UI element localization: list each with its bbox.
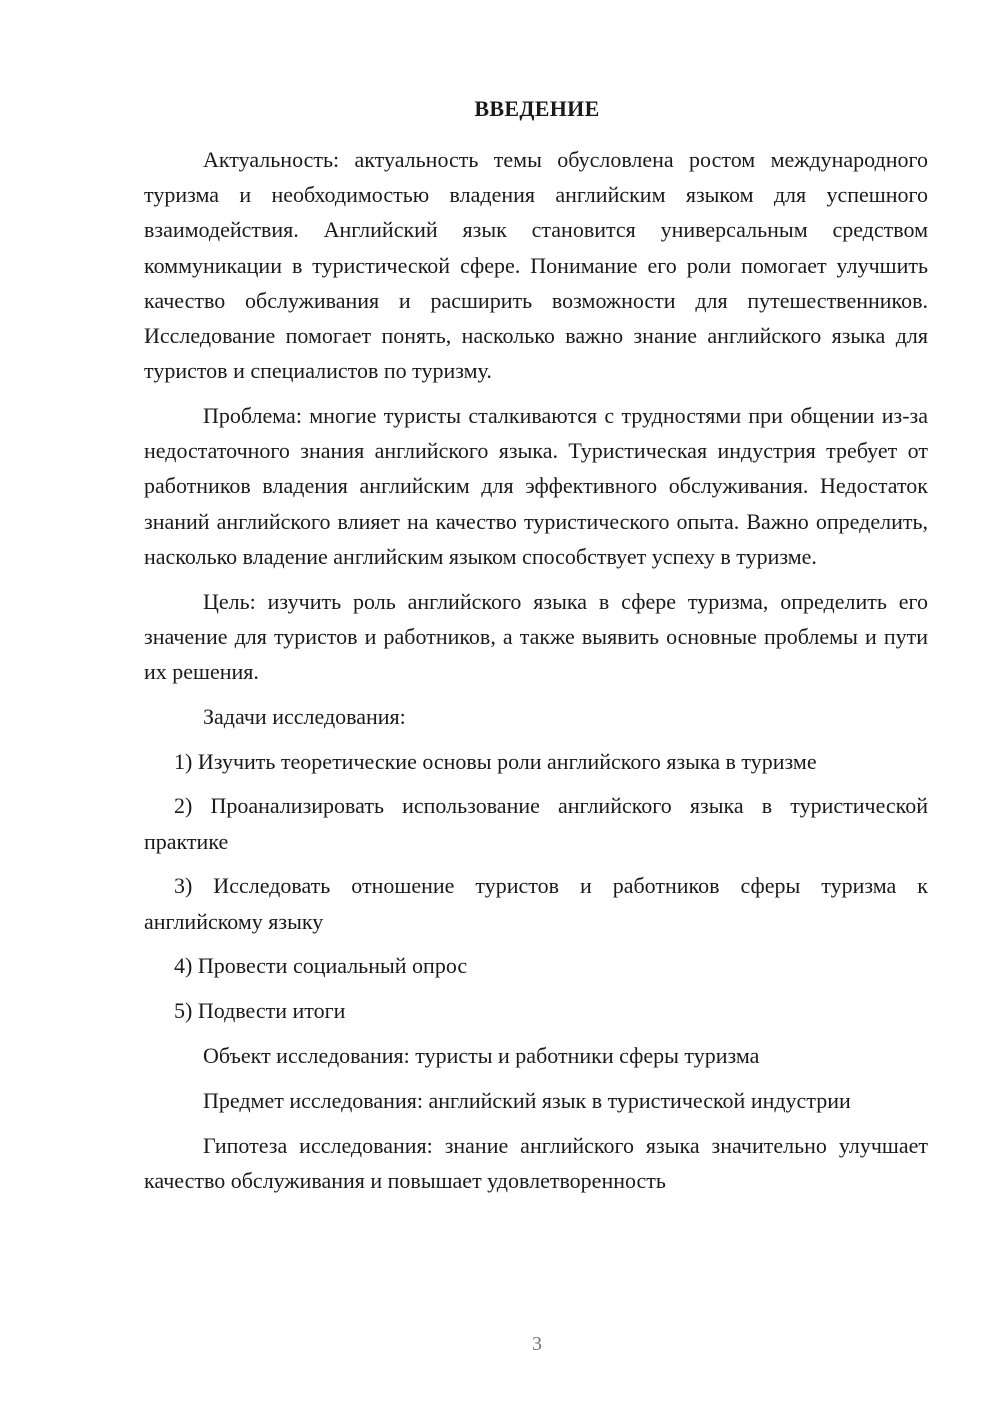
- page-number: 3: [532, 1333, 542, 1355]
- problem-paragraph: Проблема: многие туристы сталкиваются с трудностями при общении из-за недостаточного знания английского языка. Туристическая индустрия требует от работников владения английским для эффективного обслуживания. Недостаток знаний английского влияет на качество туристического опыта. Важно определить, насколько владение английским языком способствует успеху в туризме.: [144, 403, 928, 569]
- relevance-paragraph: Актуальность: актуальность темы обусловлена ростом международного туризма и необходимостью владения английским языком для успешного взаимодействия. Английский язык становится универсальным средством коммуникации в туристической сфере. Понимание его роли помогает улучшить качество обслуживания и расширить возможности для путешественников. Исследование помогает понять, насколько важно знание английского языка для туристов и специалистов по туризму.: [144, 147, 928, 384]
- section-heading: ВВЕДЕНИЕ: [474, 96, 600, 121]
- task-item-3: 3) Исследовать отношение туристов и работников сферы туризма к английскому языку: [144, 873, 928, 934]
- task-item-1: 1) Изучить теоретические основы роли английского языка в туризме: [174, 748, 817, 774]
- research-object-paragraph: Объект исследования: туристы и работники сферы туризма: [203, 1043, 760, 1069]
- task-item-2: 2) Проанализировать использование английского языка в туристической практике: [144, 793, 928, 854]
- research-subject-paragraph: Предмет исследования: английский язык в туристической индустрии: [203, 1087, 851, 1113]
- task-item-4: 4) Провести социальный опрос: [174, 953, 468, 979]
- task-item-5: 5) Подвести итоги: [174, 998, 346, 1024]
- hypothesis-paragraph: Гипотеза исследования: знание английского языка значительно улучшает качество обслуживания и повышает удовлетворенность: [144, 1132, 928, 1193]
- goal-paragraph: Цель: изучить роль английского языка в сфере туризма, определить его значение для туристов и работников, а также выявить основные проблемы и пути их решения.: [144, 588, 928, 685]
- tasks-heading: Задачи исследования:: [203, 703, 406, 729]
- document-body: [144, 142, 928, 1208]
